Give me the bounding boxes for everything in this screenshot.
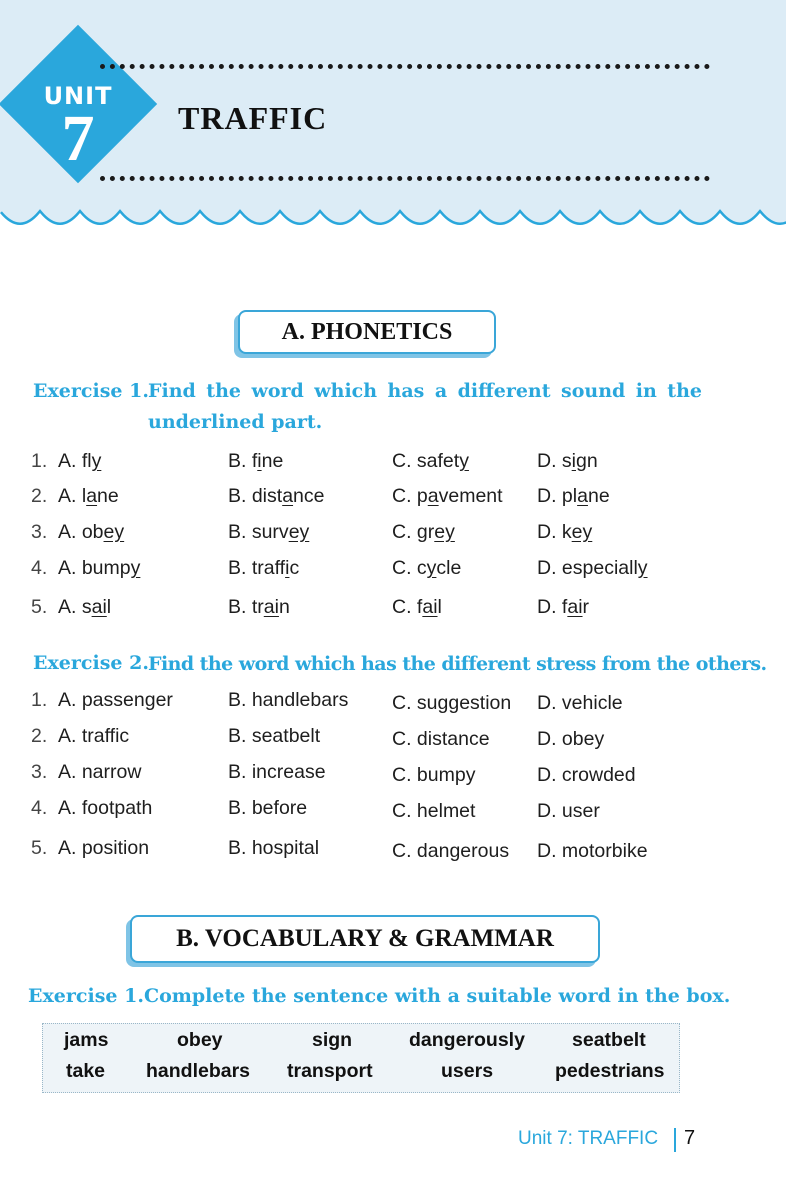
- exercise-a1-item: [0, 521, 786, 551]
- option-c: C. fail: [392, 596, 442, 618]
- option-d: D. key: [537, 521, 593, 543]
- option-d: D. user: [537, 800, 600, 822]
- option-b: B. train: [228, 596, 290, 618]
- option-c: C. bumpy: [392, 764, 476, 786]
- option-b: B. hospital: [228, 837, 320, 859]
- exercise-a2-item: [0, 689, 786, 719]
- option-d: D. motorbike: [537, 840, 648, 862]
- option-b: B. traffic: [228, 557, 300, 579]
- option-a: A. obey: [58, 521, 125, 543]
- option-a: A. footpath: [58, 797, 153, 819]
- exercise-a1-item: [0, 450, 786, 480]
- exercise-a1-instruction-cont: underlined part.: [148, 411, 323, 433]
- exercise-a2-item: [0, 725, 786, 755]
- word-box-item: take: [66, 1060, 106, 1082]
- item-number: 2.: [31, 485, 48, 507]
- option-c: C. safety: [392, 450, 469, 472]
- option-b: B. fine: [228, 450, 284, 472]
- unit-title: TRAFFIC: [178, 100, 328, 136]
- word-box-item: sign: [312, 1029, 353, 1051]
- option-a: A. bumpy: [58, 557, 141, 579]
- option-d: D. especially: [537, 557, 648, 579]
- option-a: A. traffic: [58, 725, 130, 747]
- exercise-a2-instruction: Find the word which has the different stress from the others.: [148, 653, 767, 675]
- word-box-item: handlebars: [146, 1060, 251, 1082]
- option-a: A. fly: [58, 450, 102, 472]
- item-number: 2.: [31, 725, 48, 747]
- exercise-b1-instruction: Complete the sentence with a suitable word in the box.: [144, 985, 731, 1007]
- dotted-rule-top: [100, 64, 710, 69]
- option-c: C. cycle: [392, 557, 462, 579]
- option-b: B. increase: [228, 761, 326, 783]
- option-c: C. grey: [392, 521, 455, 543]
- exercise-a1-item: [0, 485, 786, 515]
- option-b: B. before: [228, 797, 308, 819]
- word-box-item: obey: [177, 1029, 223, 1051]
- option-c: C. pavement: [392, 485, 503, 507]
- section-a-heading: A. PHONETICS: [238, 310, 496, 354]
- unit-number: 7: [61, 102, 95, 175]
- exercise-a2-label: Exercise 2.: [33, 652, 149, 674]
- option-a: A. sail: [58, 596, 112, 618]
- exercise-a1-item: [0, 596, 786, 626]
- option-a: A. passenger: [58, 689, 173, 711]
- item-number: 1.: [31, 689, 48, 711]
- exercise-a1-instruction: Find the word which has a different sound in the: [148, 380, 702, 402]
- option-d: D. vehicle: [537, 692, 623, 714]
- option-a: A. position: [58, 837, 150, 859]
- item-number: 1.: [31, 450, 48, 472]
- option-c: C. distance: [392, 728, 490, 750]
- option-a: A. narrow: [58, 761, 142, 783]
- item-number: 4.: [31, 797, 48, 819]
- word-box-item: pedestrians: [555, 1060, 665, 1082]
- option-b: B. seatbelt: [228, 725, 321, 747]
- word-box-item: users: [441, 1060, 494, 1082]
- option-d: D. obey: [537, 728, 605, 750]
- option-d: D. fair: [537, 596, 590, 618]
- word-box-item: seatbelt: [572, 1029, 646, 1051]
- option-b: B. handlebars: [228, 689, 349, 711]
- item-number: 4.: [31, 557, 48, 579]
- exercise-b1-label: Exercise 1.: [28, 985, 144, 1007]
- exercise-a1-item: [0, 557, 786, 587]
- option-b: B. survey: [228, 521, 310, 543]
- item-number: 5.: [31, 837, 48, 859]
- option-a: A. lane: [58, 485, 119, 507]
- item-number: 5.: [31, 596, 48, 618]
- dotted-rule-bottom: [100, 176, 710, 181]
- option-d: D. crowded: [537, 764, 636, 786]
- option-c: C. helmet: [392, 800, 476, 822]
- page-number: 7: [684, 1127, 696, 1149]
- exercise-a2-item: [0, 761, 786, 791]
- section-b-heading: B. VOCABULARY & GRAMMAR: [130, 915, 600, 963]
- option-b: B. distance: [228, 485, 325, 507]
- option-c: C. suggestion: [392, 692, 512, 714]
- exercise-a2-item: [0, 797, 786, 827]
- word-box-item: jams: [64, 1029, 109, 1051]
- footer-divider: [674, 1128, 676, 1152]
- wave-border: [0, 205, 786, 255]
- exercise-a1-label: Exercise 1.: [33, 380, 149, 402]
- footer-unit-label: Unit 7: TRAFFIC: [518, 1128, 659, 1149]
- item-number: 3.: [31, 761, 48, 783]
- option-c: C. dangerous: [392, 840, 510, 862]
- word-box-item: dangerously: [409, 1029, 525, 1051]
- unit-label: UNIT: [43, 82, 113, 110]
- item-number: 3.: [31, 521, 48, 543]
- word-box-item: transport: [287, 1060, 373, 1082]
- exercise-a2-item: [0, 837, 786, 867]
- option-d: D. sign: [537, 450, 598, 472]
- option-d: D. plane: [537, 485, 610, 507]
